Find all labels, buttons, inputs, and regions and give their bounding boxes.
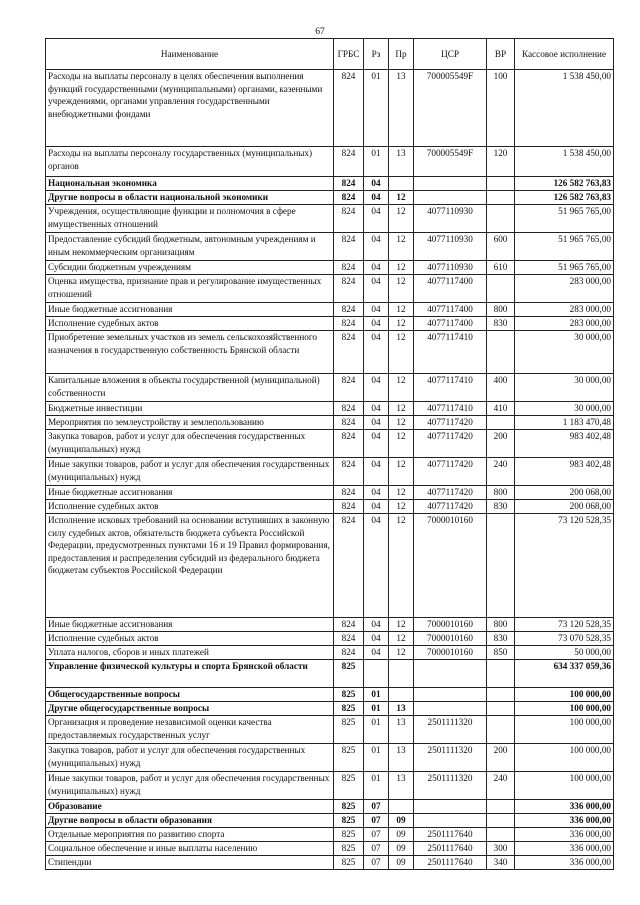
- table-row: [46, 688, 614, 702]
- cell-grbs: 825: [334, 856, 364, 870]
- cell-csr: 4077117400: [414, 275, 487, 303]
- table-row: [46, 416, 614, 430]
- cell-pr: 12: [389, 458, 414, 486]
- cell-vr: [487, 275, 515, 303]
- budget-execution-table: [45, 38, 614, 870]
- cell-pr: 12: [389, 331, 414, 374]
- cell-vr: 240: [487, 772, 515, 800]
- cell-grbs: 825: [334, 660, 364, 688]
- table-row: [46, 147, 614, 177]
- cell-amount: 126 582 763,83: [515, 191, 614, 205]
- cell-amount: 336 000,00: [515, 842, 614, 856]
- cell-pr: 13: [389, 716, 414, 744]
- cell-vr: [487, 688, 515, 702]
- cell-csr: 4077117400: [414, 303, 487, 317]
- table-row: [46, 632, 614, 646]
- cell-amount: 336 000,00: [515, 828, 614, 842]
- table-header-row: [46, 39, 614, 70]
- cell-grbs: 825: [334, 744, 364, 772]
- cell-grbs: 824: [334, 416, 364, 430]
- cell-rz: 04: [364, 205, 389, 233]
- cell-amount: 73 070 528,35: [515, 632, 614, 646]
- cell-pr: 12: [389, 303, 414, 317]
- cell-name: Другие вопросы в области национальной экономики: [46, 191, 334, 205]
- cell-rz: 04: [364, 646, 389, 660]
- cell-csr: 4077117400: [414, 317, 487, 331]
- cell-pr: 12: [389, 317, 414, 331]
- cell-name: Учреждения, осуществляющие функции и полномочия в сфере имущественных отношений: [46, 205, 334, 233]
- cell-grbs: 824: [334, 275, 364, 303]
- cell-grbs: 824: [334, 374, 364, 402]
- cell-vr: 830: [487, 632, 515, 646]
- cell-name: Исполнение судебных актов: [46, 317, 334, 331]
- cell-name: Организация и проведение независимой оценки качества предоставляемых государственных услуг: [46, 716, 334, 744]
- cell-name: Субсидии бюджетным учреждениям: [46, 261, 334, 275]
- cell-pr: 13: [389, 744, 414, 772]
- page-number: 67: [315, 27, 325, 37]
- cell-name: Исполнение судебных актов: [46, 500, 334, 514]
- cell-name: Общегосударственные вопросы: [46, 688, 334, 702]
- cell-amount: 336 000,00: [515, 856, 614, 870]
- cell-rz: 01: [364, 702, 389, 716]
- cell-amount: 100 000,00: [515, 772, 614, 800]
- cell-amount: 100 000,00: [515, 702, 614, 716]
- cell-rz: 04: [364, 500, 389, 514]
- cell-csr: 4077117410: [414, 374, 487, 402]
- table-row: [46, 814, 614, 828]
- cell-name: Капитальные вложения в объекты государственной (муниципальной) собственности: [46, 374, 334, 402]
- cell-csr: [414, 814, 487, 828]
- cell-pr: 12: [389, 205, 414, 233]
- cell-csr: 7000010160: [414, 646, 487, 660]
- cell-grbs: 824: [334, 618, 364, 632]
- cell-vr: [487, 514, 515, 618]
- cell-rz: 01: [364, 716, 389, 744]
- cell-name: Предоставление субсидий бюджетным, автономным учреждениям и иным некоммерческим организациям: [46, 233, 334, 261]
- cell-pr: 09: [389, 842, 414, 856]
- cell-csr: [414, 177, 487, 191]
- cell-pr: [389, 177, 414, 191]
- cell-vr: 200: [487, 744, 515, 772]
- table-row: [46, 828, 614, 842]
- table-row: [46, 233, 614, 261]
- cell-vr: 120: [487, 147, 515, 177]
- cell-grbs: 825: [334, 828, 364, 842]
- table-row: [46, 842, 614, 856]
- cell-grbs: 824: [334, 430, 364, 458]
- col-header-name: Наименование: [46, 39, 334, 70]
- cell-amount: 51 965 765,00: [515, 205, 614, 233]
- cell-vr: [487, 660, 515, 688]
- cell-vr: [487, 828, 515, 842]
- cell-csr: [414, 688, 487, 702]
- cell-amount: 283 000,00: [515, 303, 614, 317]
- cell-csr: 4077117410: [414, 331, 487, 374]
- cell-rz: 07: [364, 828, 389, 842]
- table-row: [46, 430, 614, 458]
- cell-pr: [389, 660, 414, 688]
- cell-pr: 09: [389, 828, 414, 842]
- cell-amount: 73 120 528,35: [515, 514, 614, 618]
- cell-csr: 2501117640: [414, 856, 487, 870]
- cell-name: Исполнение исковых требований на основании вступивших в законную силу судебных актов, обязательств бюджета субъекта Российской Федерации, предусмотренных пунктами 16 и 19 Правил формирования, предоставления и распределения субсидий из федерального бюджета бюджетам субъектов Российской Федерации: [46, 514, 334, 618]
- cell-vr: [487, 205, 515, 233]
- cell-name: Образование: [46, 800, 334, 814]
- table-row: [46, 800, 614, 814]
- cell-name: Приобретение земельных участков из земель сельскохозяйственного назначения в государственную собственность Брянской области: [46, 331, 334, 374]
- cell-grbs: 824: [334, 486, 364, 500]
- table-row: [46, 660, 614, 688]
- cell-grbs: 825: [334, 716, 364, 744]
- cell-pr: 12: [389, 430, 414, 458]
- cell-grbs: 824: [334, 303, 364, 317]
- cell-vr: 300: [487, 842, 515, 856]
- cell-csr: 4077117420: [414, 486, 487, 500]
- cell-rz: 04: [364, 514, 389, 618]
- cell-pr: 12: [389, 374, 414, 402]
- cell-vr: 200: [487, 430, 515, 458]
- cell-rz: 04: [364, 261, 389, 275]
- cell-amount: 126 582 763,83: [515, 177, 614, 191]
- cell-amount: 100 000,00: [515, 688, 614, 702]
- cell-rz: 04: [364, 402, 389, 416]
- table-row: [46, 331, 614, 374]
- cell-pr: 12: [389, 191, 414, 205]
- cell-csr: 7000010160: [414, 618, 487, 632]
- cell-vr: [487, 177, 515, 191]
- cell-amount: 983 402,48: [515, 430, 614, 458]
- cell-amount: 1 538 450,00: [515, 147, 614, 177]
- cell-pr: 13: [389, 702, 414, 716]
- cell-amount: 336 000,00: [515, 814, 614, 828]
- cell-name: Социальное обеспечение и иные выплаты населению: [46, 842, 334, 856]
- table-row: [46, 856, 614, 870]
- cell-amount: 30 000,00: [515, 374, 614, 402]
- col-header-amount: Кассовое исполнение: [515, 39, 614, 70]
- table-row: [46, 177, 614, 191]
- cell-pr: 12: [389, 402, 414, 416]
- cell-grbs: 825: [334, 814, 364, 828]
- cell-pr: 12: [389, 618, 414, 632]
- cell-pr: 12: [389, 514, 414, 618]
- cell-grbs: 825: [334, 702, 364, 716]
- cell-csr: 700005549F: [414, 70, 487, 147]
- cell-csr: [414, 191, 487, 205]
- cell-grbs: 824: [334, 500, 364, 514]
- cell-name: Стипендии: [46, 856, 334, 870]
- cell-vr: 240: [487, 458, 515, 486]
- cell-rz: 01: [364, 772, 389, 800]
- cell-amount: 336 000,00: [515, 800, 614, 814]
- cell-rz: 01: [364, 70, 389, 147]
- cell-grbs: 824: [334, 70, 364, 147]
- table-row: [46, 275, 614, 303]
- cell-csr: 4077117420: [414, 430, 487, 458]
- cell-grbs: 824: [334, 402, 364, 416]
- cell-rz: 04: [364, 233, 389, 261]
- cell-rz: 04: [364, 177, 389, 191]
- cell-rz: 04: [364, 317, 389, 331]
- table-row: [46, 618, 614, 632]
- cell-vr: 400: [487, 374, 515, 402]
- cell-name: Отдельные мероприятия по развитию спорта: [46, 828, 334, 842]
- cell-csr: 2501117640: [414, 828, 487, 842]
- table-row: [46, 261, 614, 275]
- cell-vr: 800: [487, 618, 515, 632]
- cell-rz: 01: [364, 688, 389, 702]
- cell-csr: 4077110930: [414, 233, 487, 261]
- cell-csr: 2501111320: [414, 772, 487, 800]
- cell-grbs: 824: [334, 317, 364, 331]
- cell-pr: 12: [389, 416, 414, 430]
- cell-vr: 830: [487, 500, 515, 514]
- cell-vr: [487, 800, 515, 814]
- cell-rz: 04: [364, 430, 389, 458]
- cell-vr: 100: [487, 70, 515, 147]
- cell-vr: 340: [487, 856, 515, 870]
- cell-rz: 07: [364, 800, 389, 814]
- cell-csr: 4077117420: [414, 500, 487, 514]
- cell-rz: [364, 660, 389, 688]
- cell-pr: 12: [389, 275, 414, 303]
- cell-grbs: 825: [334, 688, 364, 702]
- cell-vr: [487, 416, 515, 430]
- cell-csr: [414, 702, 487, 716]
- table-row: [46, 458, 614, 486]
- cell-vr: 830: [487, 317, 515, 331]
- cell-csr: 700005549F: [414, 147, 487, 177]
- col-header-csr: ЦСР: [414, 39, 487, 70]
- table-row: [46, 514, 614, 618]
- cell-name: Национальная экономика: [46, 177, 334, 191]
- col-header-vr: ВР: [487, 39, 515, 70]
- cell-name: Закупка товаров, работ и услуг для обеспечения государственных (муниципальных) нужд: [46, 744, 334, 772]
- cell-amount: 1 183 470,48: [515, 416, 614, 430]
- cell-amount: 283 000,00: [515, 275, 614, 303]
- cell-vr: 600: [487, 233, 515, 261]
- cell-name: Уплата налогов, сборов и иных платежей: [46, 646, 334, 660]
- cell-name: Иные бюджетные ассигнования: [46, 486, 334, 500]
- cell-vr: [487, 702, 515, 716]
- cell-grbs: 824: [334, 514, 364, 618]
- cell-vr: 850: [487, 646, 515, 660]
- cell-rz: 04: [364, 331, 389, 374]
- cell-amount: 30 000,00: [515, 402, 614, 416]
- cell-grbs: 825: [334, 800, 364, 814]
- cell-name: Расходы на выплаты персоналу в целях обеспечения выполнения функций государственными (муниципальными) органами, казенными учреждениями, органами управления государственными внебюджетными фондами: [46, 70, 334, 147]
- cell-vr: [487, 814, 515, 828]
- cell-pr: [389, 688, 414, 702]
- cell-pr: 13: [389, 147, 414, 177]
- cell-name: Управление физической культуры и спорта Брянской области: [46, 660, 334, 688]
- cell-rz: 07: [364, 842, 389, 856]
- cell-rz: 04: [364, 458, 389, 486]
- cell-pr: 12: [389, 632, 414, 646]
- table-row: [46, 716, 614, 744]
- cell-rz: 07: [364, 814, 389, 828]
- cell-rz: 01: [364, 147, 389, 177]
- cell-csr: 4077110930: [414, 261, 487, 275]
- cell-csr: 2501111320: [414, 744, 487, 772]
- cell-csr: 4077117420: [414, 416, 487, 430]
- cell-amount: 200 068,00: [515, 486, 614, 500]
- cell-pr: 12: [389, 486, 414, 500]
- cell-rz: 04: [364, 632, 389, 646]
- cell-pr: 13: [389, 70, 414, 147]
- cell-rz: 04: [364, 486, 389, 500]
- col-header-rz: Рз: [364, 39, 389, 70]
- cell-vr: [487, 191, 515, 205]
- cell-amount: 51 965 765,00: [515, 233, 614, 261]
- col-header-pr: Пр: [389, 39, 414, 70]
- cell-csr: [414, 660, 487, 688]
- cell-amount: 100 000,00: [515, 744, 614, 772]
- cell-name: Оценка имущества, признание прав и регулирование имущественных отношений: [46, 275, 334, 303]
- table-row: [46, 374, 614, 402]
- table-row: [46, 317, 614, 331]
- cell-csr: 2501117640: [414, 842, 487, 856]
- cell-rz: 07: [364, 856, 389, 870]
- table-row: [46, 402, 614, 416]
- cell-name: Бюджетные инвестиции: [46, 402, 334, 416]
- table-row: [46, 500, 614, 514]
- cell-name: Закупка товаров, работ и услуг для обеспечения государственных (муниципальных) нужд: [46, 430, 334, 458]
- cell-grbs: 825: [334, 772, 364, 800]
- cell-rz: 04: [364, 275, 389, 303]
- table-row: [46, 772, 614, 800]
- table-row: [46, 744, 614, 772]
- cell-amount: 283 000,00: [515, 317, 614, 331]
- cell-name: Иные бюджетные ассигнования: [46, 618, 334, 632]
- cell-csr: 7000010160: [414, 514, 487, 618]
- cell-vr: [487, 716, 515, 744]
- cell-grbs: 824: [334, 147, 364, 177]
- cell-rz: 04: [364, 191, 389, 205]
- cell-csr: [414, 800, 487, 814]
- cell-grbs: 824: [334, 331, 364, 374]
- cell-name: Иные закупки товаров, работ и услуг для обеспечения государственных (муниципальных) нужд: [46, 458, 334, 486]
- cell-csr: 2501111320: [414, 716, 487, 744]
- cell-csr: 4077110930: [414, 205, 487, 233]
- cell-pr: 12: [389, 500, 414, 514]
- table-row: [46, 303, 614, 317]
- cell-grbs: 824: [334, 646, 364, 660]
- cell-name: Исполнение судебных актов: [46, 632, 334, 646]
- cell-name: Другие вопросы в области образования: [46, 814, 334, 828]
- cell-rz: 04: [364, 618, 389, 632]
- cell-vr: 410: [487, 402, 515, 416]
- cell-grbs: 825: [334, 842, 364, 856]
- cell-rz: 04: [364, 303, 389, 317]
- cell-grbs: 824: [334, 458, 364, 486]
- cell-amount: 51 965 765,00: [515, 261, 614, 275]
- cell-pr: [389, 800, 414, 814]
- cell-name: Другие общегосударственные вопросы: [46, 702, 334, 716]
- cell-grbs: 824: [334, 632, 364, 646]
- cell-amount: 200 068,00: [515, 500, 614, 514]
- table-row: [46, 486, 614, 500]
- cell-vr: 800: [487, 486, 515, 500]
- table-row: [46, 646, 614, 660]
- cell-name: Расходы на выплаты персоналу государственных (муниципальных) органов: [46, 147, 334, 177]
- table-row: [46, 191, 614, 205]
- cell-name: Мероприятия по землеустройству и землепользованию: [46, 416, 334, 430]
- cell-csr: 4077117410: [414, 402, 487, 416]
- cell-rz: 04: [364, 416, 389, 430]
- cell-amount: 634 337 059,36: [515, 660, 614, 688]
- cell-csr: 7000010160: [414, 632, 487, 646]
- table-row: [46, 702, 614, 716]
- cell-pr: 09: [389, 814, 414, 828]
- cell-vr: [487, 331, 515, 374]
- cell-pr: 12: [389, 233, 414, 261]
- table-row: [46, 205, 614, 233]
- cell-rz: 04: [364, 374, 389, 402]
- cell-amount: 30 000,00: [515, 331, 614, 374]
- cell-amount: 100 000,00: [515, 716, 614, 744]
- cell-amount: 73 120 528,35: [515, 618, 614, 632]
- cell-name: Иные закупки товаров, работ и услуг для обеспечения государственных (муниципальных) нужд: [46, 772, 334, 800]
- cell-rz: 01: [364, 744, 389, 772]
- cell-pr: 13: [389, 772, 414, 800]
- cell-vr: 800: [487, 303, 515, 317]
- cell-pr: 12: [389, 646, 414, 660]
- cell-grbs: 824: [334, 233, 364, 261]
- col-header-grbs: ГРБС: [334, 39, 364, 70]
- cell-pr: 09: [389, 856, 414, 870]
- cell-grbs: 824: [334, 261, 364, 275]
- cell-csr: 4077117420: [414, 458, 487, 486]
- cell-name: Иные бюджетные ассигнования: [46, 303, 334, 317]
- cell-pr: 12: [389, 261, 414, 275]
- cell-grbs: 824: [334, 177, 364, 191]
- cell-vr: 610: [487, 261, 515, 275]
- cell-amount: 1 538 450,00: [515, 70, 614, 147]
- cell-grbs: 824: [334, 191, 364, 205]
- cell-grbs: 824: [334, 205, 364, 233]
- table-row: [46, 70, 614, 147]
- cell-amount: 983 402,48: [515, 458, 614, 486]
- cell-amount: 50 000,00: [515, 646, 614, 660]
